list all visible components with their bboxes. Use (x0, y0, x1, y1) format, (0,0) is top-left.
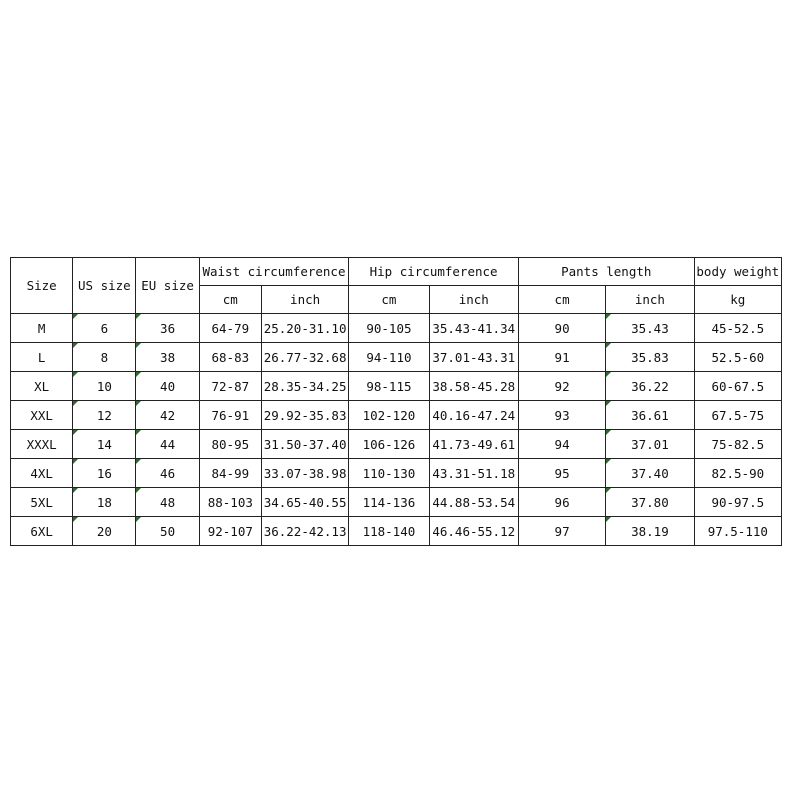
cell-eu-size: 38 (136, 343, 199, 372)
cell-waist-cm: 72-87 (199, 372, 261, 401)
cell-hip-cm: 114-136 (349, 488, 429, 517)
cell-hip-cm: 106-126 (349, 430, 429, 459)
cell-hip-cm: 98-115 (349, 372, 429, 401)
cell-waist-inch: 31.50-37.40 (261, 430, 348, 459)
cell-pants-inch: 37.40 (606, 459, 694, 488)
cell-us-size: 20 (73, 517, 136, 546)
cell-waist-inch: 34.65-40.55 (261, 488, 348, 517)
cell-pants-cm: 97 (518, 517, 605, 546)
header-row (11, 258, 782, 286)
header-body-weight: body weight (694, 258, 781, 286)
size-chart-table (10, 257, 782, 546)
cell-pants-cm: 92 (518, 372, 605, 401)
cell-hip-inch: 35.43-41.34 (429, 314, 518, 343)
cell-weight-kg: 45-52.5 (694, 314, 781, 343)
cell-pants-inch: 37.01 (606, 430, 694, 459)
subheader-pants-inch: inch (606, 286, 694, 314)
subheader-hip-inch: inch (429, 286, 518, 314)
cell-hip-inch: 37.01-43.31 (429, 343, 518, 372)
table-row (11, 430, 782, 459)
cell-hip-inch: 38.58-45.28 (429, 372, 518, 401)
cell-pants-inch: 36.22 (606, 372, 694, 401)
cell-waist-cm: 68-83 (199, 343, 261, 372)
cell-pants-inch: 35.43 (606, 314, 694, 343)
cell-size: 6XL (11, 517, 73, 546)
cell-hip-inch: 40.16-47.24 (429, 401, 518, 430)
cell-hip-inch: 43.31-51.18 (429, 459, 518, 488)
cell-weight-kg: 67.5-75 (694, 401, 781, 430)
cell-waist-inch: 33.07-38.98 (261, 459, 348, 488)
cell-pants-cm: 96 (518, 488, 605, 517)
cell-hip-inch: 44.88-53.54 (429, 488, 518, 517)
cell-pants-cm: 93 (518, 401, 605, 430)
subheader-weight-kg: kg (694, 286, 781, 314)
cell-eu-size: 40 (136, 372, 199, 401)
cell-waist-inch: 28.35-34.25 (261, 372, 348, 401)
cell-size: M (11, 314, 73, 343)
cell-hip-cm: 90-105 (349, 314, 429, 343)
cell-hip-cm: 102-120 (349, 401, 429, 430)
cell-size: L (11, 343, 73, 372)
table-row (11, 459, 782, 488)
cell-us-size: 10 (73, 372, 136, 401)
cell-pants-inch: 37.80 (606, 488, 694, 517)
cell-waist-cm: 84-99 (199, 459, 261, 488)
header-waist: Waist circumference (199, 258, 349, 286)
cell-hip-cm: 110-130 (349, 459, 429, 488)
cell-weight-kg: 90-97.5 (694, 488, 781, 517)
cell-pants-cm: 94 (518, 430, 605, 459)
cell-us-size: 8 (73, 343, 136, 372)
table-row (11, 488, 782, 517)
cell-waist-cm: 76-91 (199, 401, 261, 430)
cell-us-size: 16 (73, 459, 136, 488)
cell-pants-inch: 35.83 (606, 343, 694, 372)
subheader-pants-cm: cm (518, 286, 605, 314)
cell-pants-inch: 38.19 (606, 517, 694, 546)
header-us-size: US size (73, 258, 136, 314)
header-hip: Hip circumference (349, 258, 519, 286)
cell-pants-inch: 36.61 (606, 401, 694, 430)
cell-weight-kg: 60-67.5 (694, 372, 781, 401)
subheader-waist-cm: cm (199, 286, 261, 314)
cell-eu-size: 44 (136, 430, 199, 459)
size-chart-body (11, 258, 782, 546)
cell-eu-size: 50 (136, 517, 199, 546)
cell-size: 5XL (11, 488, 73, 517)
cell-size: XXL (11, 401, 73, 430)
cell-waist-cm: 92-107 (199, 517, 261, 546)
cell-eu-size: 46 (136, 459, 199, 488)
subheader-waist-inch: inch (261, 286, 348, 314)
cell-eu-size: 42 (136, 401, 199, 430)
cell-us-size: 6 (73, 314, 136, 343)
cell-pants-cm: 90 (518, 314, 605, 343)
cell-eu-size: 48 (136, 488, 199, 517)
cell-us-size: 18 (73, 488, 136, 517)
cell-waist-cm: 88-103 (199, 488, 261, 517)
cell-weight-kg: 52.5-60 (694, 343, 781, 372)
table-row (11, 314, 782, 343)
cell-us-size: 12 (73, 401, 136, 430)
cell-eu-size: 36 (136, 314, 199, 343)
cell-size: 4XL (11, 459, 73, 488)
cell-waist-inch: 25.20-31.10 (261, 314, 348, 343)
cell-pants-cm: 91 (518, 343, 605, 372)
cell-us-size: 14 (73, 430, 136, 459)
cell-pants-cm: 95 (518, 459, 605, 488)
cell-weight-kg: 82.5-90 (694, 459, 781, 488)
cell-waist-inch: 36.22-42.13 (261, 517, 348, 546)
cell-hip-inch: 41.73-49.61 (429, 430, 518, 459)
cell-hip-cm: 118-140 (349, 517, 429, 546)
table-row (11, 401, 782, 430)
cell-waist-cm: 80-95 (199, 430, 261, 459)
subheader-hip-cm: cm (349, 286, 429, 314)
cell-hip-cm: 94-110 (349, 343, 429, 372)
cell-weight-kg: 75-82.5 (694, 430, 781, 459)
cell-waist-inch: 29.92-35.83 (261, 401, 348, 430)
table-row (11, 372, 782, 401)
header-size: Size (11, 258, 73, 314)
table-row (11, 343, 782, 372)
table-row (11, 517, 782, 546)
cell-waist-inch: 26.77-32.68 (261, 343, 348, 372)
cell-size: XXXL (11, 430, 73, 459)
cell-weight-kg: 97.5-110 (694, 517, 781, 546)
cell-hip-inch: 46.46-55.12 (429, 517, 518, 546)
cell-waist-cm: 64-79 (199, 314, 261, 343)
cell-size: XL (11, 372, 73, 401)
header-eu-size: EU size (136, 258, 199, 314)
header-pants-length: Pants length (518, 258, 694, 286)
